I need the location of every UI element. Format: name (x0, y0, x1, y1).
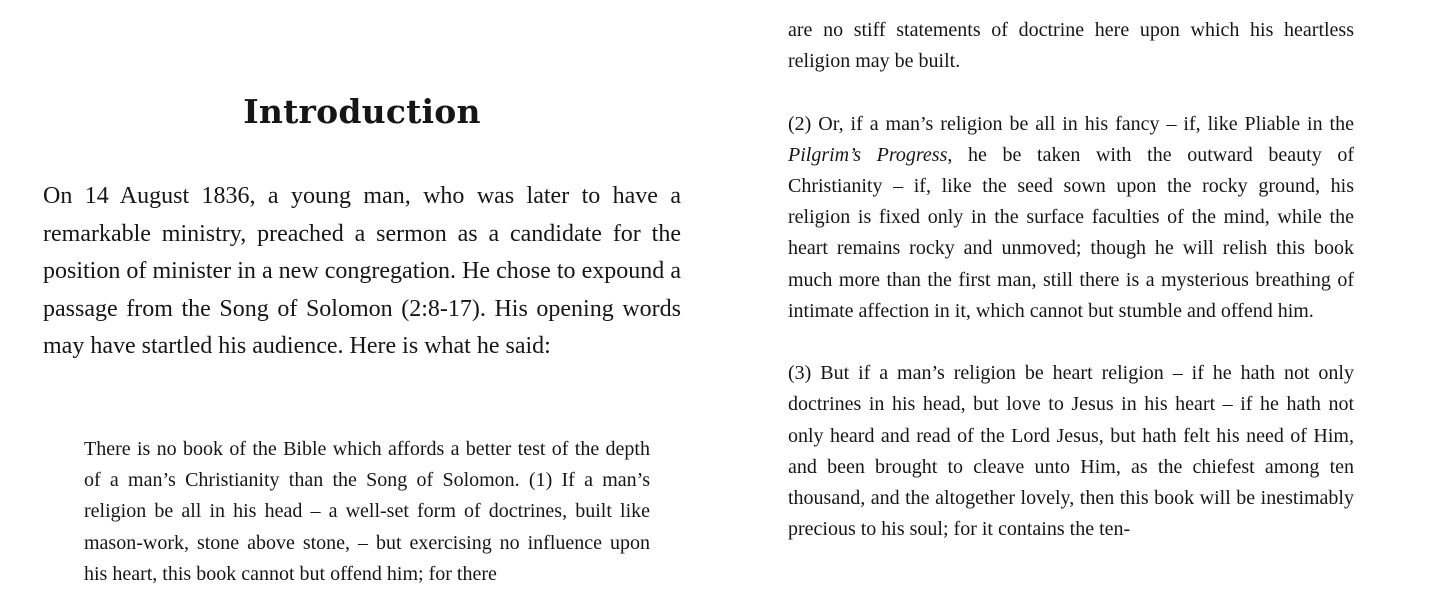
point-2-paragraph (788, 109, 1354, 327)
block-quote (84, 434, 650, 590)
point-2-text-start: (2) Or, if a man’s religion be all in his fancy – if, like Pliable in the (788, 112, 1354, 135)
quote-continuation (788, 15, 1354, 577)
book-title-italic: Pilgrim’s Progress (788, 143, 948, 166)
point-2-text-end: , he be taken with the outward beauty of Christianity – if, like the seed sown upon the rocky ground, his religion is fixed only in the surface faculties of the mind, while the heart remains rocky and unmoved; though he will relish this book much more than the first man, still there is a mysterious breathing of intimate affection in it, which cannot but stumble and offend him. (788, 143, 1354, 322)
continuation-paragraph: are no stiff statements of doctrine here upon which his heartless religion may be built. (788, 19, 1354, 73)
quote-paragraph: There is no book of the Bible which affords a better test of the depth of a man’s Christianity than the Song of Solomon. (1) If a man’s religion be all in his head – a well-set form of doctrines, built like mason-work, stone above stone, – but exercising no influence upon his heart, this book cannot but offend him; for there (84, 438, 650, 585)
chapter-title: Introduction (243, 92, 481, 131)
right-page (719, 0, 1438, 610)
point-3-paragraph: (3) But if a man’s religion be heart religion – if he hath not only doctrines in his head, but love to Jesus in his heart – if he hath not only heard and read of the Lord Jesus, but hath felt his need of Him, and been brought to cleave unto Him, as the chiefest among ten thousand, and the altogether lovely, then this book will be inestimably precious to his soul; for it contains the ten- (788, 362, 1354, 541)
intro-paragraph: On 14 August 1836, a young man, who was later to have a remarkable ministry, preached a sermon as a candidate for the position of minister in a new congregation. He chose to expound a passage from the Song of Solomon (2:8-17). His opening words may have startled his audience. Here is what he said: (43, 183, 681, 359)
